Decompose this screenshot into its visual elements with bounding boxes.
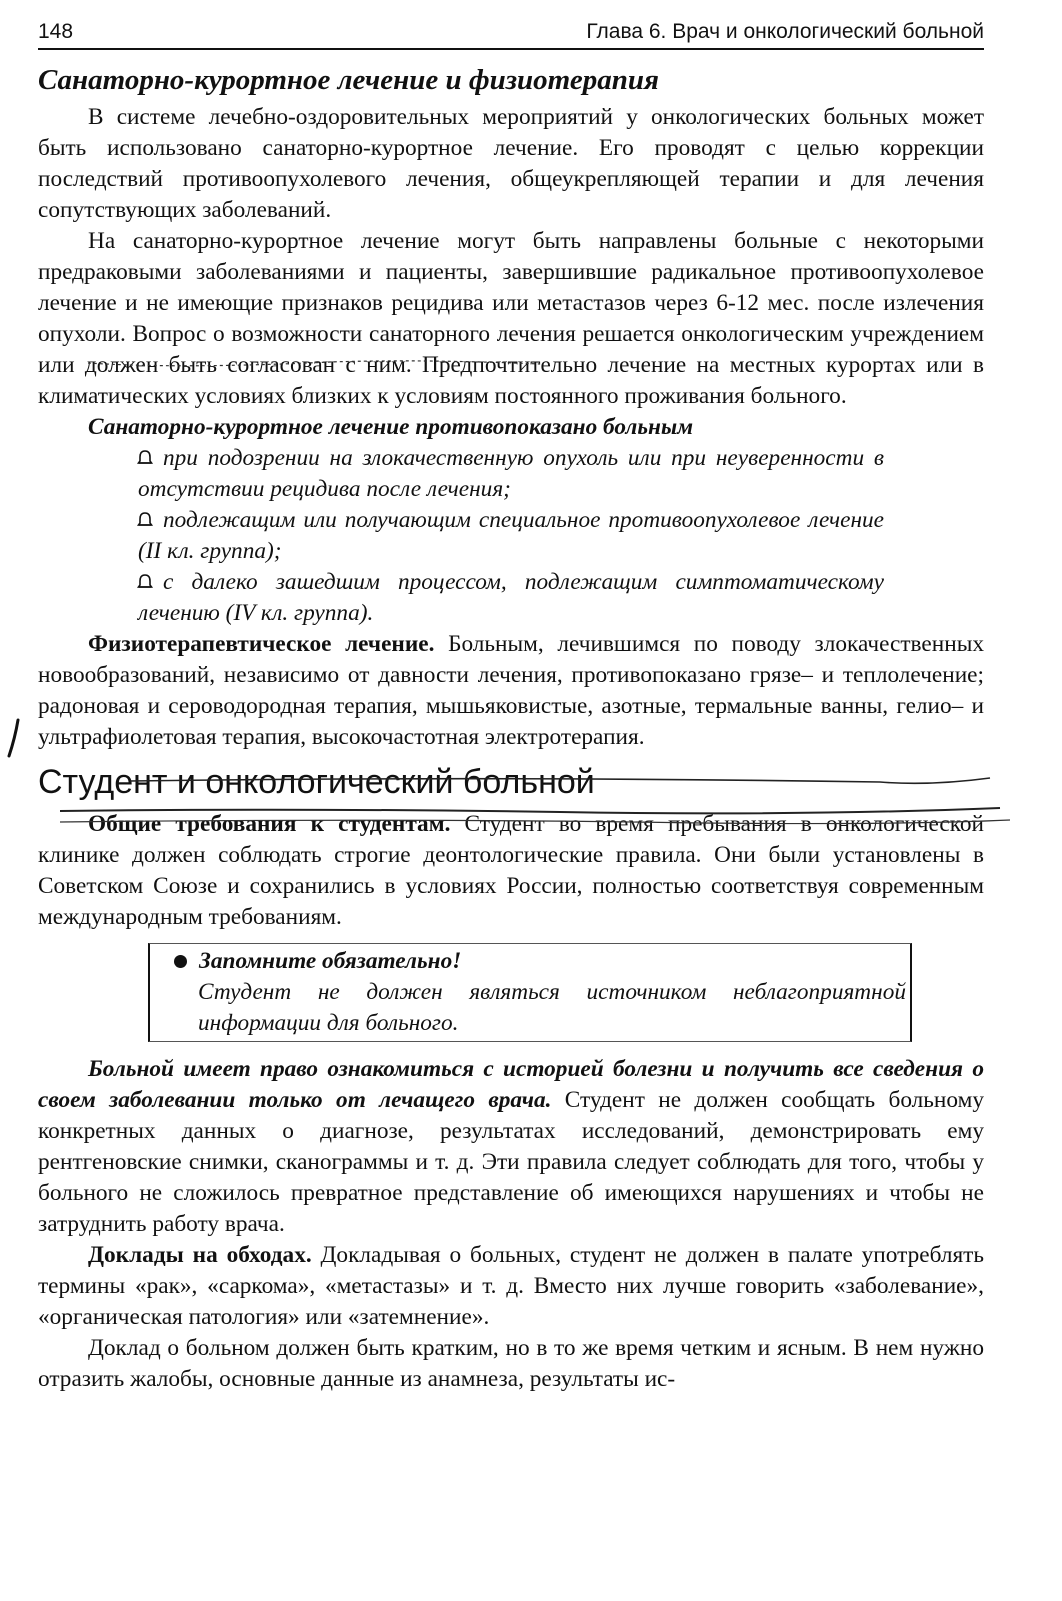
handwritten-margin-mark bbox=[4, 718, 24, 758]
remember-callout bbox=[148, 943, 912, 1042]
paragraph-report: Доклад о больном должен быть кратким, но в то же время четким и ясным. В нем нужно отразить жалобы, основные данные из анамнеза, результаты ис- bbox=[38, 1335, 984, 1392]
requirements-runin: Общие требования к студентам. bbox=[88, 811, 451, 837]
physiotherapy-runin: Физиотерапевтическое лечение. bbox=[88, 631, 435, 657]
list-item bbox=[138, 443, 884, 505]
list-item bbox=[138, 505, 884, 567]
callout-body: Студент не должен являться источником неблагоприятной информации для больного. bbox=[198, 979, 906, 1036]
chapter-title: Глава 6. Врач и онкологический больной bbox=[586, 20, 984, 43]
section-title-student: Студент и онкологический больной bbox=[38, 763, 595, 801]
bell-icon bbox=[137, 450, 153, 466]
contraindication-text: с далеко зашедшим процессом, подлежащим симптоматическому лечению (IV кл. группа). bbox=[138, 569, 884, 626]
bullet-icon bbox=[174, 955, 187, 968]
paragraph-student-requirements bbox=[38, 809, 984, 933]
paragraph-sanatorium-intro: В системе лечебно-оздоровительных мероприятий у онкологических больных может быть использовано санаторно-курортное лечение. Его проводят с целью коррекции последствий противоопухолевого лечения, общеукрепляющей терапии и для лечения сопутствующих заболеваний. bbox=[38, 104, 984, 223]
paragraph-sanatorium-referral: На санаторно-курортное лечение могут быть направлены больные с некоторыми предраковыми заболеваниями и пациенты, завершившие радикальное противоопухолевое лечение и не имеющие признаков рецидива или метастазов через 6-12 мес. после излечения опухоли. Вопрос о возможности санаторного лечения решается онкологическим учреждением или должен быть согласован с ним. Предпочтительно лечение на местных курортах или в климатических условиях близких к условиям постоянного проживания больного. bbox=[38, 228, 984, 409]
contraindication-text: при подозрении на злокачественную опухоль или при неуверенности в отсутствии рецидива после лечения; bbox=[138, 445, 884, 502]
rounds-text: Докладывая о больных, студент не должен в палате употреблять термины «рак», «саркома», «метастазы» и т. д. Вместо них лучше говорить «заболевание», «органическая патология» или «затемнение». bbox=[38, 1242, 984, 1330]
callout-heading bbox=[174, 946, 906, 977]
section-title-sanatorium: Санаторно-курортное лечение и физиотерапия bbox=[38, 64, 659, 96]
paragraph-physiotherapy bbox=[38, 629, 984, 753]
book-page bbox=[38, 18, 984, 1395]
rounds-runin: Доклады на обходах. bbox=[88, 1242, 312, 1268]
paragraph-patient-rights bbox=[38, 1054, 984, 1240]
bell-icon bbox=[137, 512, 153, 528]
patient-rights-emphasis: Больной имеет право ознакомиться с историей болезни и получить все сведения о своем заболевании только от лечащего врача. bbox=[38, 1056, 984, 1113]
contraindication-text: подлежащим или получающим специальное противоопухолевое лечение (II кл. группа); bbox=[138, 507, 884, 564]
bell-icon bbox=[137, 574, 153, 590]
contraindications-heading: Санаторно-курортное лечение противопоказано больным bbox=[88, 414, 694, 440]
running-header bbox=[38, 18, 984, 50]
contraindications-list bbox=[38, 443, 984, 629]
requirements-text: Студент во время пребывания в онкологической клинике должен соблюдать строгие деонтологические правила. Они были установлены в Советском Союзе и сохранились в условиях России, полностью соответствуя современным международным требованиям. bbox=[38, 811, 984, 930]
paragraph-rounds-reports bbox=[38, 1240, 984, 1333]
callout-heading-text: Запомните обязательно! bbox=[199, 948, 462, 974]
list-item bbox=[138, 567, 884, 629]
page-number: 148 bbox=[38, 20, 74, 43]
patient-rights-text: Студент не должен сообщать больному конкретных данных о диагнозе, результатах исследований, демонстрировать ему рентгеновские снимки, сканограммы и т. д. Эти правила следует соблюдать для того, чтобы у больного не сложилось превратное представление об имеющихся нарушениях и чтобы не затруднить работу врача. bbox=[38, 1087, 984, 1237]
physiotherapy-text: Больным, лечившимся по поводу злокачественных новообразований, независимо от давности лечения, противопоказано грязе– и теплолечение; радоновая и сероводородная терапия, мышьяковистые, азотные, термальные ванны, гелио– и ультрафиолетовая терапия, высокочастотная электротерапия. bbox=[38, 631, 984, 750]
